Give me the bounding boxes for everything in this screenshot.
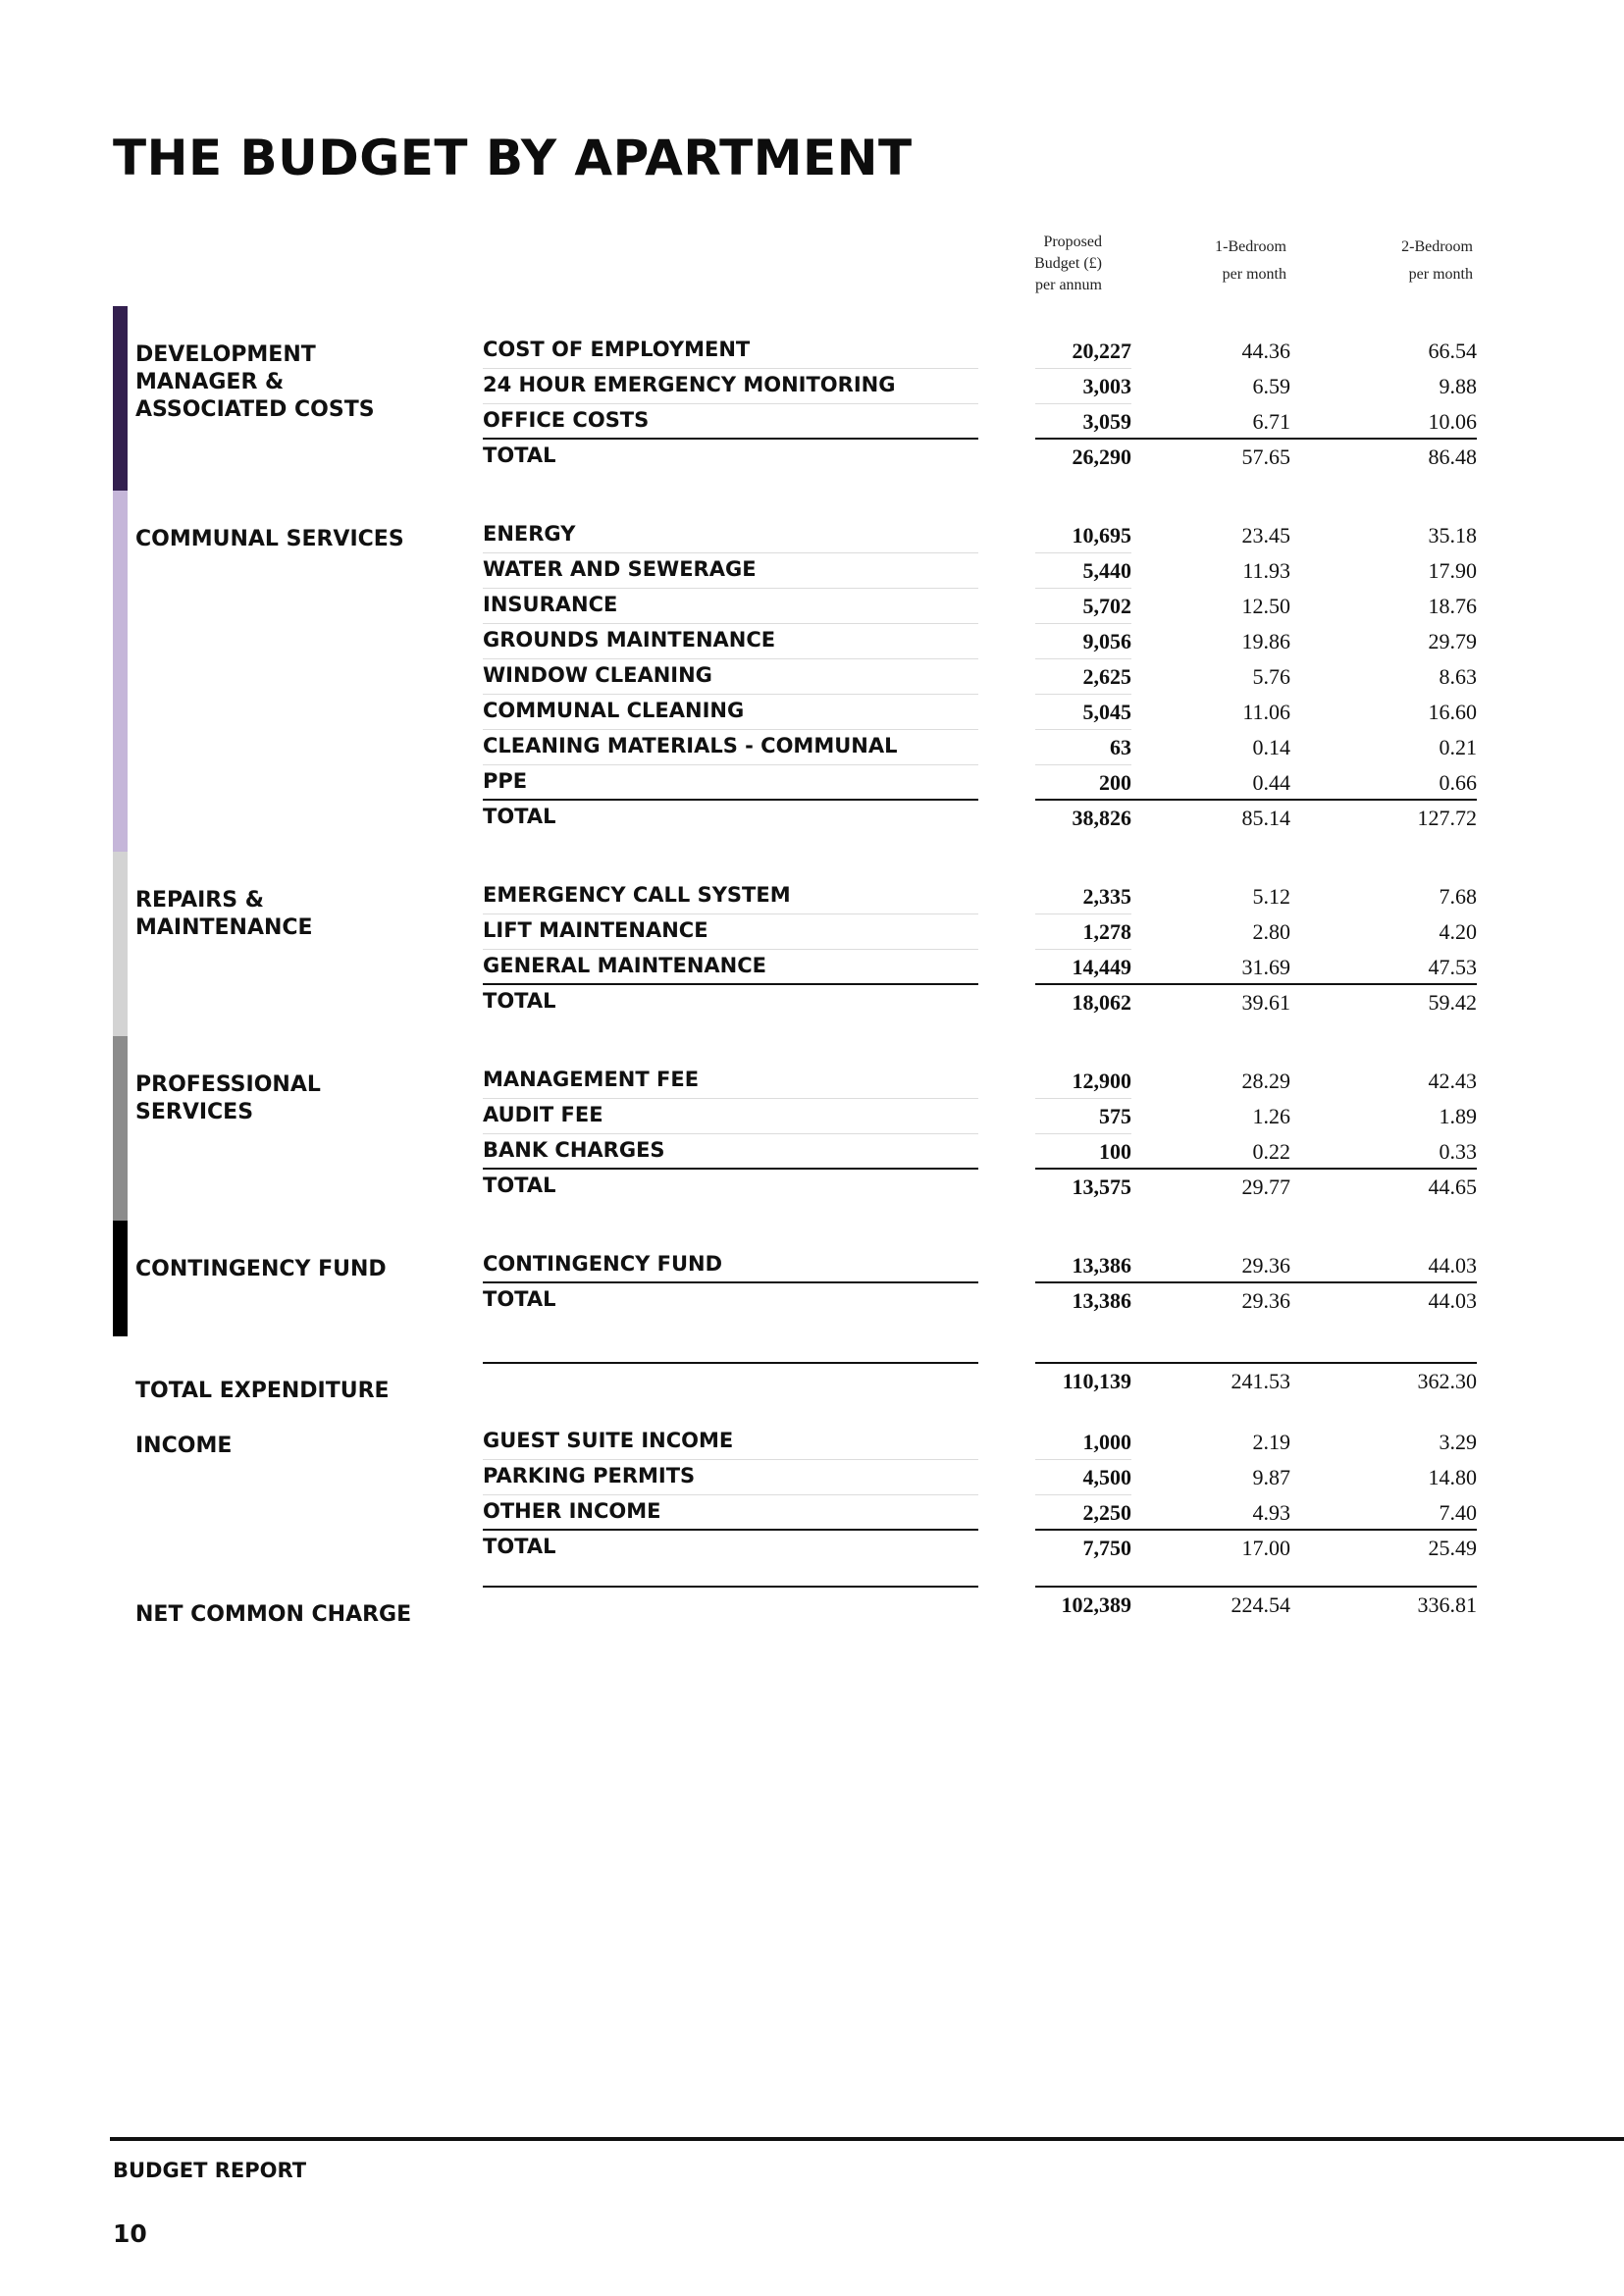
one-bedroom-value: 12.50 xyxy=(1241,594,1290,618)
table-row xyxy=(483,659,1477,695)
row-label: EMERGENCY CALL SYSTEM xyxy=(483,879,978,914)
one-bedroom-value: 6.59 xyxy=(1252,374,1290,398)
table-row xyxy=(483,914,1477,950)
annual-value: 13,386 xyxy=(1035,1248,1131,1283)
two-bedroom-value: 47.53 xyxy=(1290,950,1477,985)
row-label: WINDOW CLEANING xyxy=(483,659,978,695)
two-bedroom-value: 86.48 xyxy=(1428,444,1477,469)
two-bedroom-value: 9.88 xyxy=(1439,374,1477,398)
table-row xyxy=(483,1460,1477,1495)
row-label: TOTAL xyxy=(483,444,556,467)
two-bedroom-value: 66.54 xyxy=(1428,339,1477,363)
one-bedroom-value: 31.69 xyxy=(1131,950,1290,985)
section-rows xyxy=(483,1064,1477,1205)
column-header-2-bedroom-line: 2-Bedroom xyxy=(1401,238,1473,255)
net-common-charge-label: NET COMMON CHARGE xyxy=(135,1602,412,1627)
section-development-manager xyxy=(113,306,1477,491)
two-bedroom-value: 44.65 xyxy=(1428,1174,1477,1199)
footer-label: BUDGET REPORT xyxy=(113,2159,307,2182)
row-label: TOTAL xyxy=(483,1287,556,1311)
section-rows xyxy=(483,518,1477,836)
section-communal-services xyxy=(113,491,1477,852)
one-bedroom-value: 0.22 xyxy=(1131,1134,1290,1170)
total-expenditure-2-bedroom: 362.30 xyxy=(1417,1369,1477,1393)
row-label: PPE xyxy=(483,765,978,801)
row-label: PARKING PERMITS xyxy=(483,1460,978,1495)
row-label: GROUNDS MAINTENANCE xyxy=(483,624,978,659)
annual-value: 26,290 xyxy=(1072,444,1131,469)
section-title: INCOME xyxy=(135,1434,233,1458)
column-header-annual xyxy=(942,232,1102,296)
row-label: OFFICE COSTS xyxy=(483,404,978,440)
one-bedroom-value: 29.36 xyxy=(1241,1288,1290,1313)
total-row xyxy=(483,801,1477,836)
table-row xyxy=(483,1495,1477,1531)
annual-value: 63 xyxy=(1035,730,1131,765)
total-expenditure-row xyxy=(113,1362,1477,1421)
column-header-2-bedroom-line: per month xyxy=(1408,266,1473,283)
section-repairs-maintenance xyxy=(113,852,1477,1036)
section-title: CONTINGENCY FUND xyxy=(135,1257,387,1281)
two-bedroom-value: 7.40 xyxy=(1290,1495,1477,1531)
two-bedroom-value: 127.72 xyxy=(1417,806,1477,830)
table-row xyxy=(483,624,1477,659)
annual-value: 18,062 xyxy=(1072,990,1131,1015)
annual-value: 1,278 xyxy=(1035,914,1131,950)
section-title: PROFESSIONAL SERVICES xyxy=(135,1072,321,1124)
annual-value: 2,250 xyxy=(1035,1495,1131,1531)
total-row xyxy=(483,1283,1477,1319)
one-bedroom-value: 57.65 xyxy=(1241,444,1290,469)
section-rows xyxy=(483,334,1477,475)
one-bedroom-value: 11.93 xyxy=(1242,558,1290,583)
section-rows xyxy=(483,1248,1477,1319)
row-label: WATER AND SEWERAGE xyxy=(483,553,978,589)
annual-value: 13,386 xyxy=(1072,1288,1131,1313)
one-bedroom-value: 5.12 xyxy=(1252,884,1290,909)
two-bedroom-value: 42.43 xyxy=(1428,1069,1477,1093)
total-expenditure-annual: 110,139 xyxy=(1062,1369,1131,1393)
annual-value: 2,335 xyxy=(1035,879,1131,914)
one-bedroom-value: 2.80 xyxy=(1252,919,1290,944)
one-bedroom-value: 19.86 xyxy=(1241,629,1290,653)
annual-value: 5,702 xyxy=(1035,589,1131,624)
table-row xyxy=(483,553,1477,589)
annual-value: 2,625 xyxy=(1035,659,1131,695)
annual-value: 4,500 xyxy=(1035,1460,1131,1495)
section-color-bar xyxy=(113,1221,128,1336)
column-header-2-bedroom xyxy=(1315,234,1473,288)
one-bedroom-value: 17.00 xyxy=(1241,1536,1290,1560)
section-color-bar xyxy=(113,306,128,491)
two-bedroom-value: 25.49 xyxy=(1428,1536,1477,1560)
two-bedroom-value: 59.42 xyxy=(1428,990,1477,1015)
one-bedroom-value: 85.14 xyxy=(1241,806,1290,830)
annual-value: 9,056 xyxy=(1035,624,1131,659)
annual-value: 38,826 xyxy=(1072,806,1131,830)
row-label: TOTAL xyxy=(483,805,556,828)
annual-value: 5,440 xyxy=(1035,553,1131,589)
section-income xyxy=(113,1413,1477,1570)
two-bedroom-value: 35.18 xyxy=(1428,523,1477,548)
one-bedroom-value: 29.77 xyxy=(1241,1174,1290,1199)
table-row xyxy=(483,879,1477,914)
one-bedroom-value: 0.44 xyxy=(1131,765,1290,801)
two-bedroom-value: 0.33 xyxy=(1290,1134,1477,1170)
row-label: ENERGY xyxy=(483,518,978,553)
annual-value: 5,045 xyxy=(1035,695,1131,730)
row-label: TOTAL xyxy=(483,1174,556,1197)
total-row xyxy=(483,985,1477,1020)
one-bedroom-value: 2.19 xyxy=(1252,1430,1290,1454)
one-bedroom-value: 9.87 xyxy=(1252,1465,1290,1489)
annual-value: 575 xyxy=(1035,1099,1131,1134)
section-rows xyxy=(483,879,1477,1020)
page-title: THE BUDGET BY APARTMENT xyxy=(113,130,913,186)
table-row xyxy=(483,1248,1477,1283)
row-label: CONTINGENCY FUND xyxy=(483,1248,978,1283)
total-expenditure-rule xyxy=(483,1362,978,1364)
two-bedroom-value: 17.90 xyxy=(1428,558,1477,583)
total-row xyxy=(483,1531,1477,1566)
one-bedroom-value: 11.06 xyxy=(1242,700,1290,724)
two-bedroom-value: 4.20 xyxy=(1439,919,1477,944)
one-bedroom-value: 6.71 xyxy=(1131,404,1290,440)
annual-value: 200 xyxy=(1035,765,1131,801)
table-row xyxy=(483,1425,1477,1460)
two-bedroom-value: 0.66 xyxy=(1290,765,1477,801)
table-row xyxy=(483,950,1477,985)
annual-value: 10,695 xyxy=(1035,518,1131,553)
annual-value: 3,059 xyxy=(1035,404,1131,440)
column-header-annual-line: Proposed xyxy=(1043,234,1102,250)
total-expenditure-1-bedroom: 241.53 xyxy=(1231,1369,1290,1393)
row-label: GUEST SUITE INCOME xyxy=(483,1425,978,1460)
section-color-bar xyxy=(113,1036,128,1221)
row-label: COST OF EMPLOYMENT xyxy=(483,334,978,369)
column-header-1-bedroom xyxy=(1128,234,1286,288)
page-number: 10 xyxy=(113,2219,147,2248)
table-row xyxy=(483,1064,1477,1099)
table-row xyxy=(483,518,1477,553)
one-bedroom-value: 23.45 xyxy=(1241,523,1290,548)
section-title: COMMUNAL SERVICES xyxy=(135,527,404,551)
table-row xyxy=(483,695,1477,730)
footer-divider xyxy=(110,2137,1624,2141)
row-label: TOTAL xyxy=(483,989,556,1013)
table-row xyxy=(483,1099,1477,1134)
net-common-charge-2-bedroom: 336.81 xyxy=(1417,1592,1477,1617)
two-bedroom-value: 10.06 xyxy=(1290,404,1477,440)
total-row xyxy=(483,440,1477,475)
two-bedroom-value: 44.03 xyxy=(1290,1248,1477,1283)
row-label: COMMUNAL CLEANING xyxy=(483,695,978,730)
annual-value: 13,575 xyxy=(1072,1174,1131,1199)
one-bedroom-value: 1.26 xyxy=(1252,1104,1290,1128)
one-bedroom-value: 39.61 xyxy=(1241,990,1290,1015)
one-bedroom-value: 29.36 xyxy=(1131,1248,1290,1283)
table-row xyxy=(483,404,1477,440)
annual-value: 3,003 xyxy=(1035,369,1131,404)
table-row xyxy=(483,369,1477,404)
row-label: CLEANING MATERIALS - COMMUNAL xyxy=(483,730,978,765)
two-bedroom-value: 0.21 xyxy=(1439,735,1477,759)
table-row xyxy=(483,765,1477,801)
one-bedroom-value: 5.76 xyxy=(1252,664,1290,689)
annual-value: 14,449 xyxy=(1035,950,1131,985)
annual-value: 7,750 xyxy=(1082,1536,1131,1560)
section-title: REPAIRS & MAINTENANCE xyxy=(135,888,313,940)
two-bedroom-value: 16.60 xyxy=(1428,700,1477,724)
section-color-bar xyxy=(113,491,128,852)
table-row xyxy=(483,589,1477,624)
row-label: TOTAL xyxy=(483,1535,556,1558)
row-label: BANK CHARGES xyxy=(483,1134,978,1170)
row-label: GENERAL MAINTENANCE xyxy=(483,950,978,985)
section-contingency-fund xyxy=(113,1221,1477,1336)
column-header-annual-line: per annum xyxy=(1035,277,1102,293)
row-label: 24 HOUR EMERGENCY MONITORING xyxy=(483,369,978,404)
two-bedroom-value: 1.89 xyxy=(1439,1104,1477,1128)
section-title: DEVELOPMENT MANAGER & ASSOCIATED COSTS xyxy=(135,342,375,422)
section-professional-services xyxy=(113,1036,1477,1221)
net-common-charge-annual: 102,389 xyxy=(1061,1592,1131,1617)
two-bedroom-value: 29.79 xyxy=(1428,629,1477,653)
two-bedroom-value: 8.63 xyxy=(1439,664,1477,689)
total-row xyxy=(483,1170,1477,1205)
row-label: MANAGEMENT FEE xyxy=(483,1064,978,1099)
one-bedroom-value: 0.14 xyxy=(1252,735,1290,759)
row-label: AUDIT FEE xyxy=(483,1099,978,1134)
total-expenditure-label: TOTAL EXPENDITURE xyxy=(135,1379,390,1403)
two-bedroom-value: 14.80 xyxy=(1428,1465,1477,1489)
annual-value: 1,000 xyxy=(1035,1425,1131,1460)
row-label: LIFT MAINTENANCE xyxy=(483,914,978,950)
net-common-charge-row xyxy=(113,1586,1477,1644)
table-row xyxy=(483,1134,1477,1170)
annual-value: 100 xyxy=(1035,1134,1131,1170)
section-color-bar xyxy=(113,852,128,1036)
two-bedroom-value: 18.76 xyxy=(1428,594,1477,618)
one-bedroom-value: 4.93 xyxy=(1131,1495,1290,1531)
column-header-1-bedroom-line: 1-Bedroom xyxy=(1215,238,1286,255)
annual-value: 20,227 xyxy=(1035,334,1131,369)
one-bedroom-value: 28.29 xyxy=(1241,1069,1290,1093)
net-common-charge-1-bedroom: 224.54 xyxy=(1231,1592,1290,1617)
row-label: OTHER INCOME xyxy=(483,1495,978,1531)
row-label: INSURANCE xyxy=(483,589,978,624)
two-bedroom-value: 3.29 xyxy=(1439,1430,1477,1454)
column-header-1-bedroom-line: per month xyxy=(1222,266,1286,283)
two-bedroom-value: 7.68 xyxy=(1439,884,1477,909)
two-bedroom-value: 44.03 xyxy=(1428,1288,1477,1313)
net-common-charge-rule xyxy=(483,1586,978,1588)
section-rows xyxy=(483,1425,1477,1566)
column-header-annual-line: Budget (£) xyxy=(1034,255,1102,272)
table-row xyxy=(483,334,1477,369)
table-row xyxy=(483,730,1477,765)
annual-value: 12,900 xyxy=(1035,1064,1131,1099)
one-bedroom-value: 44.36 xyxy=(1241,339,1290,363)
